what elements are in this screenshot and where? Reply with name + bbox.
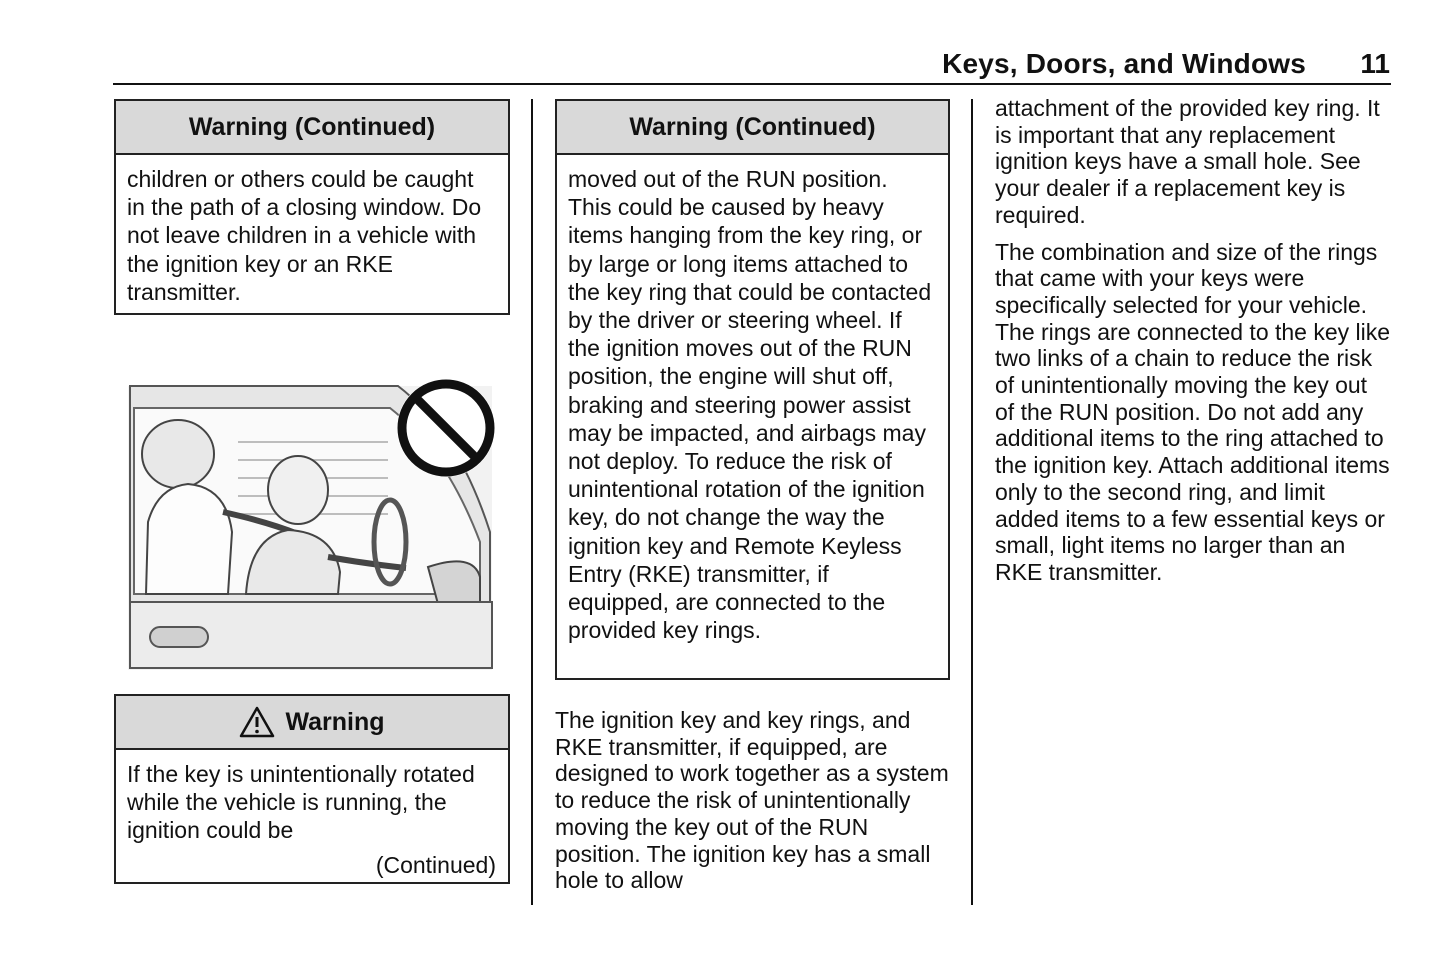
warning-header — [116, 696, 508, 750]
column-divider-2 — [971, 99, 973, 905]
header-rule — [113, 83, 1391, 85]
page-number: 11 — [1360, 48, 1390, 79]
paragraph-2: The combination and size of the rings that came with your keys were specifically selected for your vehicle. The rings are connected to the key like two links of a chain to reduce the risk of unintentionally moving the key out of the RUN position. Do not add any additional items to the ring attached to the ignition key. Attach additional items only to the second ring, and limit added items to a few essential keys or small, light items no larger than an RKE transmitter. — [995, 238, 1391, 585]
body-text-col3 — [995, 95, 1391, 596]
paragraph: The ignition key and key rings, and RKE transmitter, if equipped, are designed to work together as a system to reduce the risk of unintentionally moving the key out of the RUN position. The ignition key has a small hole to allow — [555, 707, 949, 894]
continued-label: (Continued) — [375, 851, 496, 878]
paragraph-1: attachment of the provided key ring. It is important that any replacement ignition keys have a small hole. See your dealer if a replacement key is required. — [995, 95, 1380, 228]
warning-title: Warning (Continued) — [116, 101, 508, 155]
warning-box-col1 — [114, 694, 510, 884]
warning-body — [116, 750, 508, 881]
warning-body: moved out of the RUN position. This could be caused by heavy items hanging from the key ring, or by large or long items attached to the key ring that could be contacted by the driver or steering wheel. If the ignition moves out of the RUN position, the engine will shut off, braking and steering power assist may be impacted, and airbags may not deploy. To reduce the risk of unintentional rotation of the ignition key, do not change the way the ignition key and Remote Keyless Entry (RKE) transmitter, if equipped, are connected to the provided key rings. — [568, 166, 932, 644]
section-title: Keys, Doors, and Windows — [942, 48, 1306, 79]
warning-text: If the key is unintentionally rotated while the vehicle is running, the ignition could be — [127, 761, 475, 844]
warning-title: Warning — [285, 707, 385, 736]
warning-box-continued-col1 — [114, 99, 510, 315]
warning-title: Warning (Continued) — [557, 101, 948, 155]
body-paragraph-col2 — [555, 707, 950, 904]
column-divider-1 — [531, 99, 533, 905]
children-in-car-prohibited-illustration — [128, 372, 498, 670]
warning-triangle-icon — [239, 706, 275, 738]
warning-body: children or others could be caught in the path of a closing window. Do not leave children in a vehicle with the ignition key or an RKE transmitter. — [127, 166, 482, 305]
warning-box-continued-col2 — [555, 99, 950, 680]
